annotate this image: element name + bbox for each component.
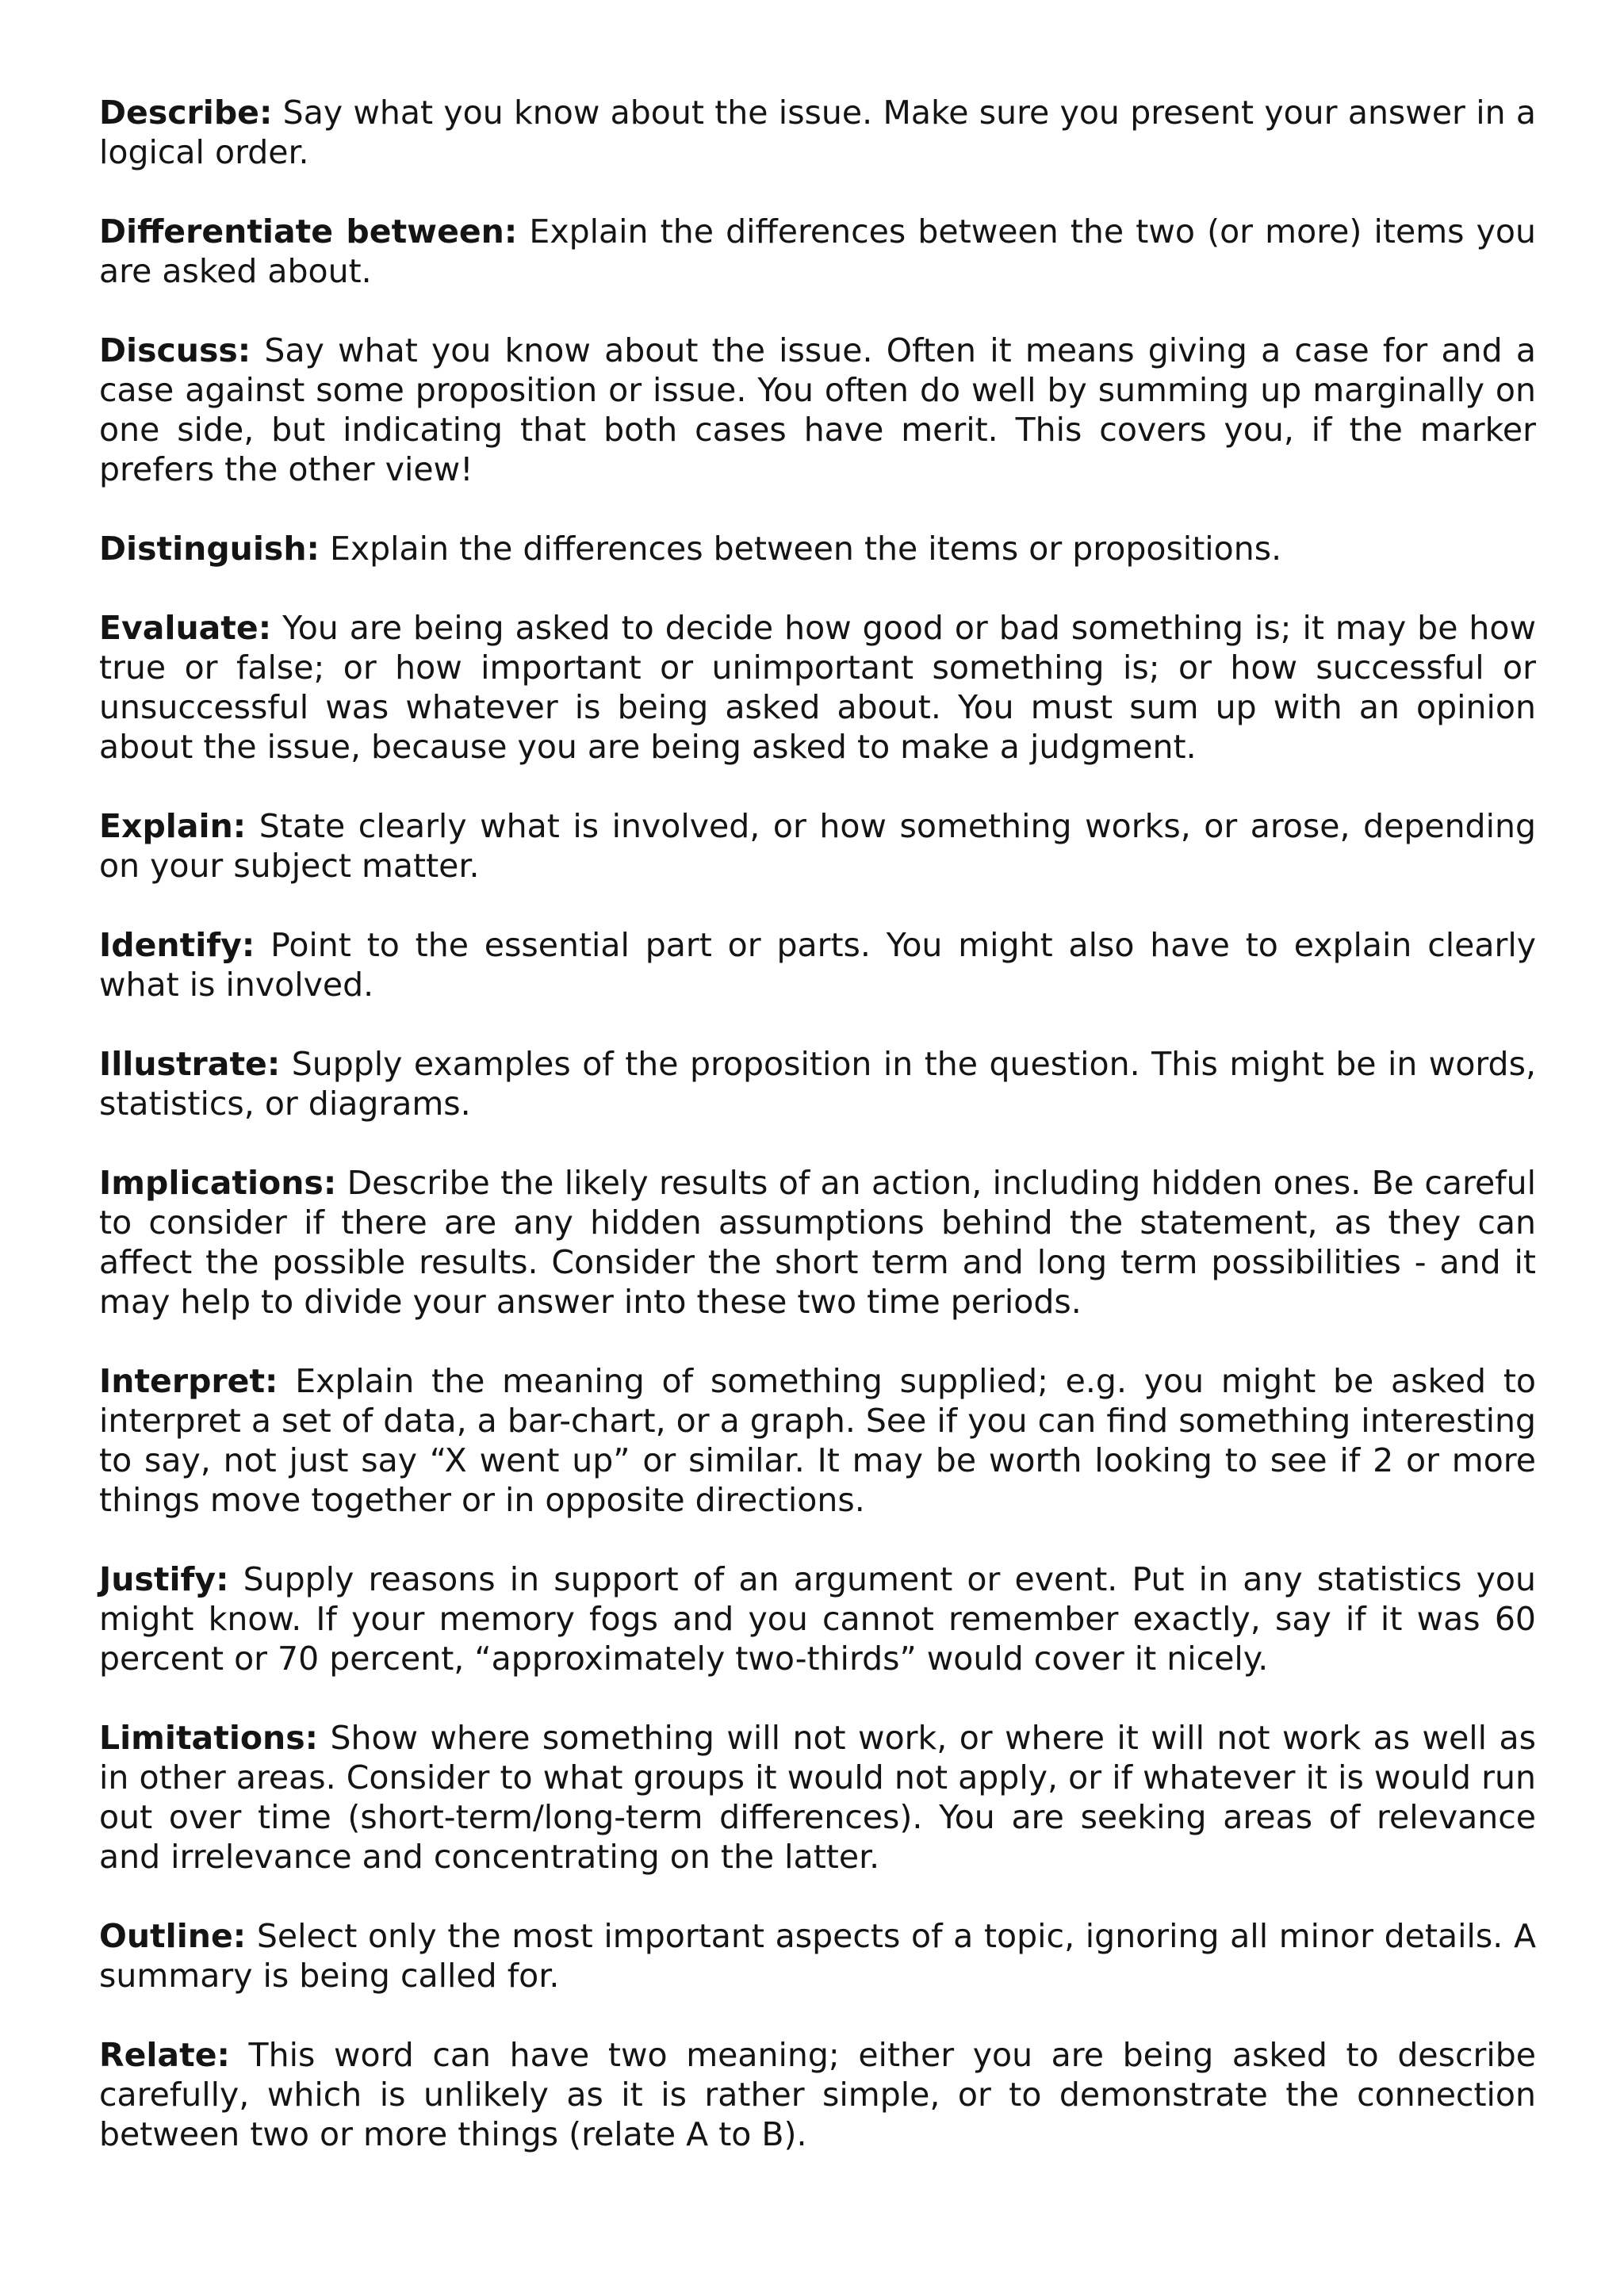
definition: Explain the meaning of something supplied; e.g. you might be asked to interpret a set of data, a bar-chart, or a graph. See if you can find something interesting to say, not just say “X went up” or similar. It may be worth looking to see if 2 or more things move together or in opposite directions.	[99, 1362, 1536, 1519]
entry-differentiate-between	[99, 212, 1536, 291]
entry-interpret	[99, 1361, 1536, 1520]
entry-illustrate	[99, 1044, 1536, 1123]
term: Interpret:	[99, 1362, 278, 1400]
definition: Say what you know about the issue. Make sure you present your answer in a logical order.	[99, 94, 1536, 171]
entry-distinguish	[99, 529, 1536, 568]
term: Explain:	[99, 807, 247, 845]
definition: Select only the most important aspects of a topic, ignoring all minor details. A summary is being called for.	[99, 1917, 1536, 1995]
definition: Supply reasons in support of an argument or event. Put in any statistics you might know. If your memory fogs and you cannot remember exactly, say if it was 60 percent or 70 percent, “approximately two-thirds” would cover it nicely.	[99, 1560, 1536, 1678]
term: Illustrate:	[99, 1045, 281, 1083]
definition: Explain the differences between the items or propositions.	[329, 530, 1282, 568]
term: Identify:	[99, 926, 255, 964]
entry-outline	[99, 1916, 1536, 1996]
definition: Say what you know about the issue. Often it means giving a case for and a case against some proposition or issue. You often do well by summing up marginally on one side, but indicating that both cases have merit. This covers you, if the marker prefers the other view!	[99, 331, 1536, 488]
term: Evaluate:	[99, 609, 272, 647]
term: Describe:	[99, 94, 273, 132]
entry-describe	[99, 93, 1536, 172]
definition: Show where something will not work, or where it will not work as well as in other areas. Consider to what groups it would not apply, or if whatever it is would run out over time (short-term/long-term differences). You are seeking areas of relevance and irrelevance and concentrating on the latter.	[99, 1719, 1536, 1876]
definition: Explain the differences between the two (or more) items you are asked about.	[99, 212, 1536, 290]
entry-discuss	[99, 331, 1536, 489]
definition: You are being asked to decide how good or bad something is; it may be how true or false; or how important or unimportant something is; or how successful or unsuccessful was whatever is being asked about. You must sum up with an opinion about the issue, because you are being asked to make a judgment.	[99, 609, 1536, 766]
entry-relate	[99, 2035, 1536, 2154]
term: Relate:	[99, 2036, 230, 2074]
entry-evaluate	[99, 608, 1536, 767]
entry-limitations	[99, 1718, 1536, 1877]
definition: Point to the essential part or parts. You might also have to explain clearly what is involved.	[99, 926, 1536, 1004]
entry-justify	[99, 1559, 1536, 1678]
term: Discuss:	[99, 331, 251, 369]
entry-explain	[99, 806, 1536, 886]
term: Limitations:	[99, 1719, 319, 1757]
term: Differentiate between:	[99, 212, 518, 251]
entry-identify	[99, 925, 1536, 1004]
definition: This word can have two meaning; either you are being asked to describe carefully, which is unlikely as it is rather simple, or to demonstrate the connection between two or more things (relate A to B).	[99, 2036, 1536, 2153]
term: Justify:	[99, 1560, 229, 1598]
term: Implications:	[99, 1164, 337, 1202]
entry-implications	[99, 1163, 1536, 1322]
definition: State clearly what is involved, or how something works, or arose, depending on your subject matter.	[99, 807, 1536, 885]
term: Distinguish:	[99, 530, 320, 568]
definition: Supply examples of the proposition in the question. This might be in words, statistics, or diagrams.	[99, 1045, 1536, 1123]
glossary-page	[99, 93, 1536, 2194]
term: Outline:	[99, 1917, 247, 1955]
definition: Describe the likely results of an action, including hidden ones. Be careful to consider if there are any hidden assumptions behind the statement, as they can affect the possible results. Consider the short term and long term possibilities - and it may help to divide your answer into these two time periods.	[99, 1164, 1536, 1321]
